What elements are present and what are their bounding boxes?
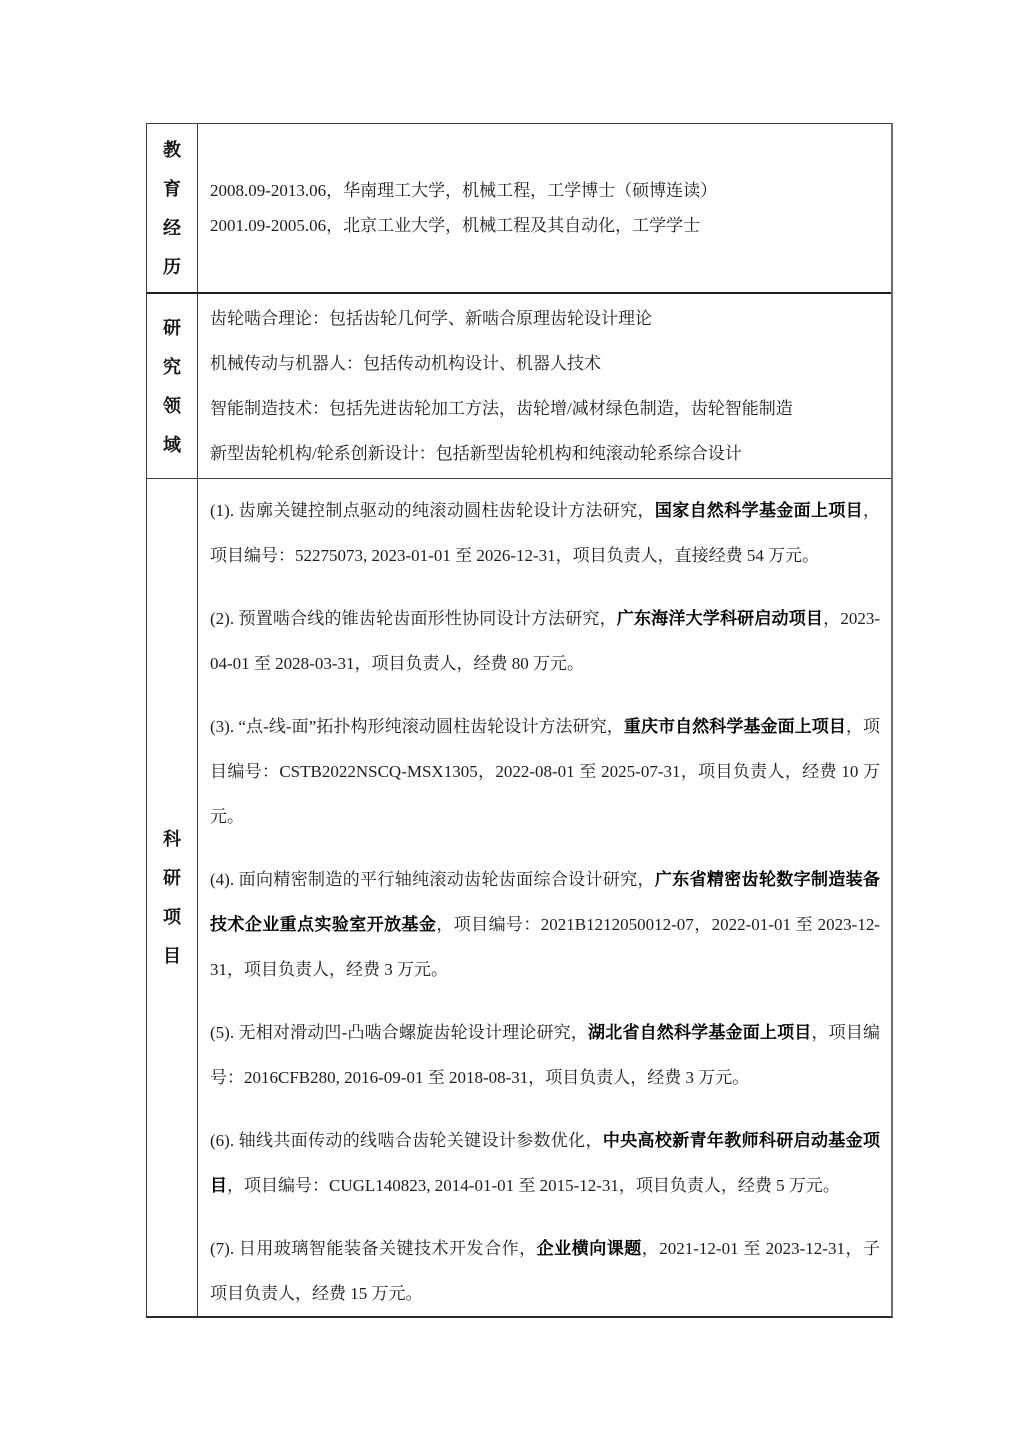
project-text: (4). 面向精密制造的平行轴纯滚动齿轮齿面综合设计研究， xyxy=(210,870,655,889)
project-item xyxy=(210,704,880,839)
project-text: (6). 轴线共面传动的线啮合齿轮关键设计参数优化， xyxy=(210,1131,603,1150)
project-funding-source: 广东省精密齿轮数字制造装备技术企业重点实验室开放基金 xyxy=(210,870,881,934)
project-funding-source: 企业横向课题 xyxy=(536,1239,642,1258)
section-label-char: 研 xyxy=(163,317,181,338)
cv-table xyxy=(146,123,893,1318)
project-text: ，项目编号：CSTB2022NSCQ-MSX1305，2022-08-01 至 2025-07-31，项目负责人，经费 10 万元。 xyxy=(210,717,881,826)
project-text: (1). 齿廓关键控制点驱动的纯滚动圆柱齿轮设计方法研究， xyxy=(210,501,655,520)
education-content xyxy=(198,124,891,292)
section-label-char: 科 xyxy=(163,829,181,849)
project-text: ，2023-04-01 至 2028-03-31，项目负责人，经费 80 万元。 xyxy=(210,609,880,673)
project-item xyxy=(210,1226,880,1316)
project-item xyxy=(210,596,880,686)
project-text: (7). 日用玻璃智能装备关键技术开发合作， xyxy=(210,1239,537,1258)
project-text: ，2021-12-01 至 2023-12-31，子项目负责人，经费 15 万元。 xyxy=(210,1239,880,1303)
project-funding-source: 湖北省自然科学基金面上项目 xyxy=(588,1023,812,1042)
education-section-label xyxy=(147,124,198,292)
project-item xyxy=(210,1118,880,1208)
project-funding-source: 中央高校新青年教师科研启动基金项目 xyxy=(210,1131,880,1195)
project-item xyxy=(210,857,880,992)
text-line: 齿轮啮合理论：包括齿轮几何学、新啮合原理齿轮设计理论 xyxy=(210,309,652,328)
research-projects-content xyxy=(198,479,891,1316)
research-projects-section-label xyxy=(147,479,198,1316)
project-item xyxy=(210,1010,880,1100)
text-line: 智能制造技术：包括先进齿轮加工方法，齿轮增/减材绿色制造，齿轮智能制造 xyxy=(210,399,793,418)
section-label-char: 项 xyxy=(163,907,181,927)
section-label-char: 领 xyxy=(163,395,181,416)
section-label-char: 教 xyxy=(163,139,181,160)
research-fields-section-label xyxy=(147,294,198,478)
text-line: 2001.09-2005.06，北京工业大学，机械工程及其自动化，工学学士 xyxy=(210,216,701,235)
text-line: 机械传动与机器人：包括传动机构设计、机器人技术 xyxy=(210,354,601,373)
research-fields-content xyxy=(198,294,891,478)
section-label-char: 研 xyxy=(163,868,181,888)
project-funding-source: 重庆市自然科学基金面上项目 xyxy=(623,717,846,736)
project-text: ，项目编号：52275073, 2023-01-01 至 2026-12-31，项目负责人，直接经费 54 万元。 xyxy=(210,501,881,565)
section-label-char: 经 xyxy=(163,217,181,238)
research-projects-row xyxy=(147,479,891,1316)
education-row xyxy=(147,124,891,294)
project-text: ，项目编号：2016CFB280, 2016-09-01 至 2018-08-31，项目负责人，经费 3 万元。 xyxy=(210,1023,881,1087)
project-funding-source: 广东海洋大学科研启动项目 xyxy=(616,609,824,628)
section-label-char: 究 xyxy=(163,356,181,377)
project-text: (3). “点-线-面”拓扑构形纯滚动圆柱齿轮设计方法研究， xyxy=(210,717,624,736)
section-label-char: 域 xyxy=(163,434,181,455)
project-funding-source: 国家自然科学基金面上项目 xyxy=(654,501,864,520)
project-text: ，项目编号：2021B1212050012-07，2022-01-01 至 2023-12-31，项目负责人，经费 3 万元。 xyxy=(210,915,880,979)
text-line: 新型齿轮机构/轮系创新设计：包括新型齿轮机构和纯滚动轮系综合设计 xyxy=(210,444,742,463)
section-label-char: 历 xyxy=(163,256,181,277)
section-label-char: 目 xyxy=(163,946,181,966)
project-text: ，项目编号：CUGL140823, 2014-01-01 至 2015-12-31，项目负责人，经费 5 万元。 xyxy=(227,1176,840,1195)
research-fields-row xyxy=(147,294,891,479)
text-line: 2008.09-2013.06，华南理工大学，机械工程，工学博士（硕博连读） xyxy=(210,181,718,200)
project-text: (5). 无相对滑动凹-凸啮合螺旋齿轮设计理论研究， xyxy=(210,1023,589,1042)
project-item xyxy=(210,488,880,578)
section-label-char: 育 xyxy=(163,178,181,199)
project-text: (2). 预置啮合线的锥齿轮齿面形性协同设计方法研究， xyxy=(210,609,617,628)
